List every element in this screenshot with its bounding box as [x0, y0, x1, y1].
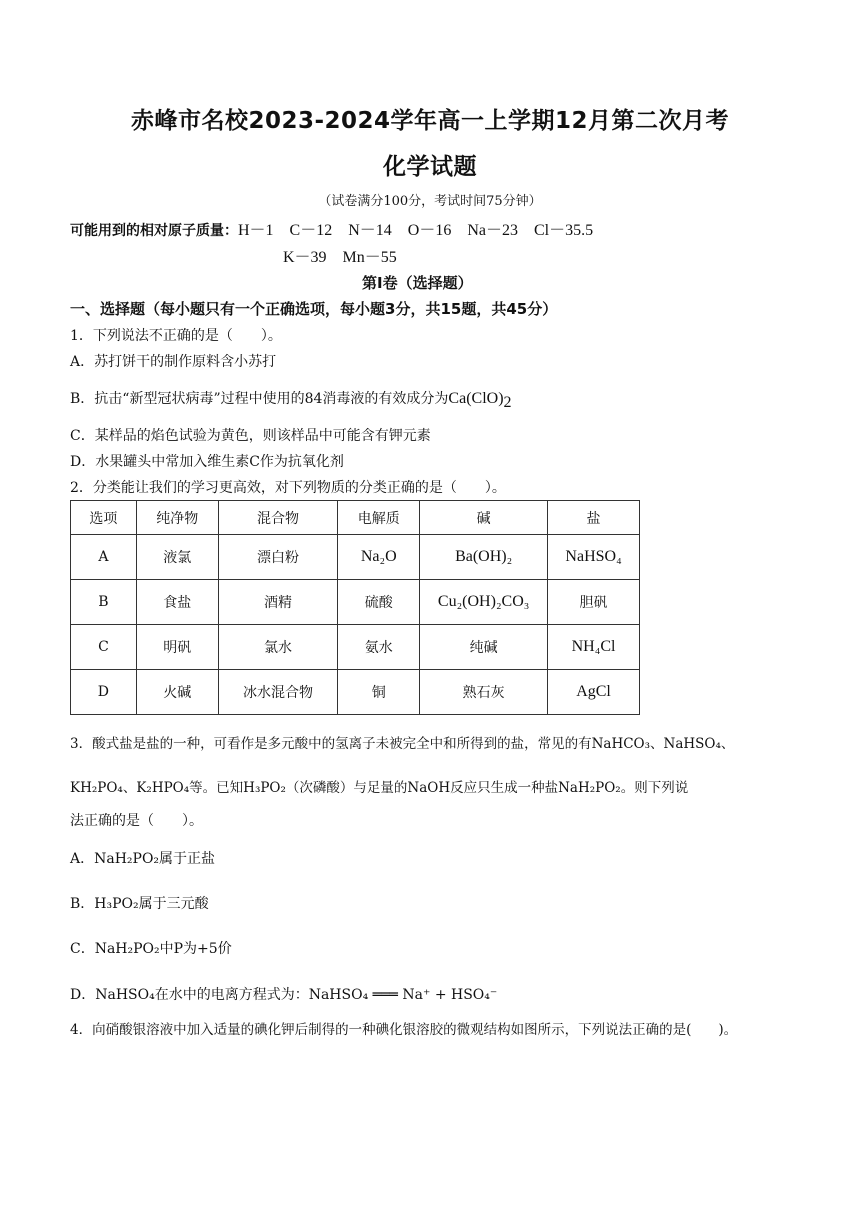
table-cell: 漂白粉 [218, 535, 338, 580]
atomic-mass-row2: K－39 Mn－55 [283, 249, 397, 266]
q1-option-c: C．某样品的焰色试验为黄色，则该样品中可能含有钾元素 [70, 428, 431, 444]
table-row [71, 670, 640, 715]
table-cell: Cu₂(OH)₂CO₃ [420, 580, 548, 625]
section-heading: 一、选择题（每小题只有一个正确选项，每小题3分，共15题，共45分） [70, 300, 558, 318]
q1-option-b-text: B．抗击“新型冠状病毒”过程中使用的84消毒液的有效成分为 [70, 391, 449, 407]
q2-stem: 2．分类能让我们的学习更高效，对下列物质的分类正确的是（ ）。 [70, 480, 506, 496]
table-row [71, 580, 640, 625]
exam-note: （试卷满分100分，考试时间75分钟） [318, 194, 542, 209]
q3-option-b: B．H₃PO₂属于三元酸 [70, 896, 209, 912]
volume-heading: 第Ⅰ卷（选择题） [362, 274, 473, 292]
table-header-row [71, 501, 640, 535]
table-header-cell: 选项 [71, 501, 137, 535]
table-cell: 熟石灰 [420, 670, 548, 715]
table-cell: 胆矾 [548, 580, 640, 625]
table-header-cell: 盐 [548, 501, 640, 535]
table-header-cell: 碱 [420, 501, 548, 535]
q3-option-d: D．NaHSO₄在水中的电离方程式为：NaHSO₄ ═══ Na⁺ + HSO₄⁻ [70, 987, 498, 1003]
q1-option-b [70, 388, 512, 412]
q1-option-b-formula: Ca(ClO) [448, 390, 504, 407]
q4-stem: 4．向硝酸银溶液中加入适量的碘化钾后制得的一种碘化银溶胶的微观结构如图所示，下列说法正确的是( )。 [70, 1022, 738, 1038]
table-cell: D [71, 670, 137, 715]
table-cell: 明矾 [136, 625, 218, 670]
q1-stem: 1．下列说法不正确的是（ ）。 [70, 328, 282, 344]
table-cell: Ba(OH)₂ [420, 535, 548, 580]
table-header-cell: 电解质 [338, 501, 420, 535]
table-cell: 冰水混合物 [218, 670, 338, 715]
table-cell: C [71, 625, 137, 670]
atomic-mass-row1: H－1 C－12 N－14 O－16 Na－23 Cl－35.5 [238, 222, 594, 239]
atomic-mass-line [70, 217, 593, 240]
atomic-mass-label: 可能用到的相对原子质量： [70, 223, 238, 239]
q3-stem-line2: KH₂PO₄、K₂HPO₄等。已知H₃PO₂（次磷酸）与足量的NaOH反应只生成一种盐NaH₂PO₂。则下列说 [70, 780, 689, 796]
table-cell: 纯碱 [420, 625, 548, 670]
exam-subtitle: 化学试题 [383, 154, 477, 180]
q1-option-a: A．苏打饼干的制作原料含小苏打 [70, 354, 277, 370]
q3-option-c: C．NaH₂PO₂中P为+5价 [70, 941, 232, 957]
table-cell: 氨水 [338, 625, 420, 670]
table-header-cell: 纯净物 [136, 501, 218, 535]
table-row [71, 625, 640, 670]
table-cell: 液氯 [136, 535, 218, 580]
table-cell: 火碱 [136, 670, 218, 715]
q3-stem-line3: 法正确的是（ ）。 [70, 813, 203, 829]
table-cell: 氯水 [218, 625, 338, 670]
table-cell: 铜 [338, 670, 420, 715]
q1-option-b-sub: 2 [503, 393, 512, 411]
table-row [71, 535, 640, 580]
table-cell: AgCl [548, 670, 640, 715]
table-cell: 硫酸 [338, 580, 420, 625]
table-header-cell: 混合物 [218, 501, 338, 535]
q3-stem-line1: 3．酸式盐是盐的一种，可看作是多元酸中的氢离子未被完全中和所得到的盐，常见的有NaHCO₃、NaHSO₄、 [70, 736, 735, 752]
table-cell: 食盐 [136, 580, 218, 625]
table-cell: 酒精 [218, 580, 338, 625]
table-cell: B [71, 580, 137, 625]
table-cell: A [71, 535, 137, 580]
q1-option-d: D．水果罐头中常加入维生素C作为抗氧化剂 [70, 454, 344, 470]
table-cell: Na₂O [338, 535, 420, 580]
classification-table [70, 500, 640, 715]
q3-option-a: A．NaH₂PO₂属于正盐 [70, 851, 216, 867]
table-cell: NaHSO₄ [548, 535, 640, 580]
table-cell: NH₄Cl [548, 625, 640, 670]
exam-title: 赤峰市名校2023-2024学年高一上学期12月第二次月考 [130, 108, 730, 134]
